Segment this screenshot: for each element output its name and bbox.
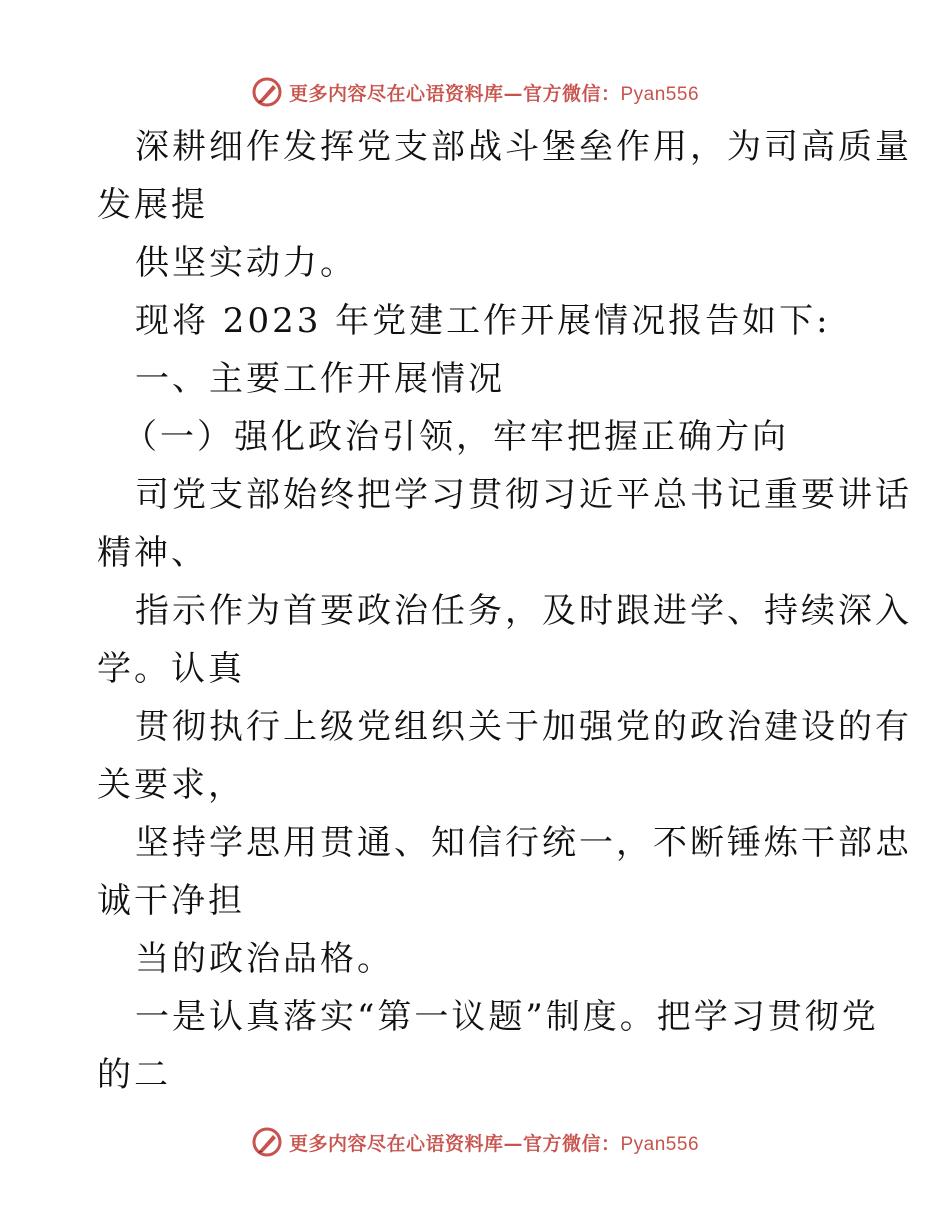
watermark-text: 更多内容尽在心语资料库—官方微信：Pyan556 xyxy=(288,82,700,105)
section-heading: 一、主要工作开展情况 xyxy=(135,359,505,399)
text-line: 发展提 xyxy=(97,185,208,225)
header-watermark xyxy=(0,72,950,112)
text-line: 司党支部始终把学习贯彻习近平总书记重要讲话 xyxy=(135,475,912,515)
document-body xyxy=(97,118,912,1104)
text-line: 指示作为首要政治任务，及时跟进学、持续深入 xyxy=(135,591,912,631)
red-circle-pen-logo-icon xyxy=(251,76,283,108)
text-line: 一是认真落实“第一议题”制度。把学习贯彻党 xyxy=(135,997,879,1037)
text-line: 深耕细作发挥党支部战斗堡垒作用，为司高质量 xyxy=(135,127,912,167)
text-line: 坚持学思用贯通、知信行统一，不断锤炼干部忠 xyxy=(135,823,912,863)
text-line: 供坚实动力。 xyxy=(135,243,357,283)
text-line: 精神、 xyxy=(97,533,208,573)
footer-watermark xyxy=(0,1122,950,1162)
red-circle-pen-logo-icon xyxy=(251,1126,283,1158)
subsection-heading: （一）强化政治引领，牢牢把握正确方向 xyxy=(123,417,789,457)
text-line: 的二 xyxy=(97,1055,171,1095)
watermark-text: 更多内容尽在心语资料库—官方微信：Pyan556 xyxy=(288,1132,700,1155)
text-line: 诚干净担 xyxy=(97,881,245,921)
watermark-account: Pyan556 xyxy=(620,83,700,105)
watermark-account: Pyan556 xyxy=(620,1133,700,1155)
text-line: 当的政治品格。 xyxy=(135,939,394,979)
text-line: 贯彻执行上级党组织关于加强党的政治建设的有 xyxy=(135,707,912,747)
text-line: 现将 2023 年党建工作开展情况报告如下: xyxy=(135,301,831,341)
text-line: 学。认真 xyxy=(97,649,245,689)
text-line: 关要求， xyxy=(97,765,245,805)
